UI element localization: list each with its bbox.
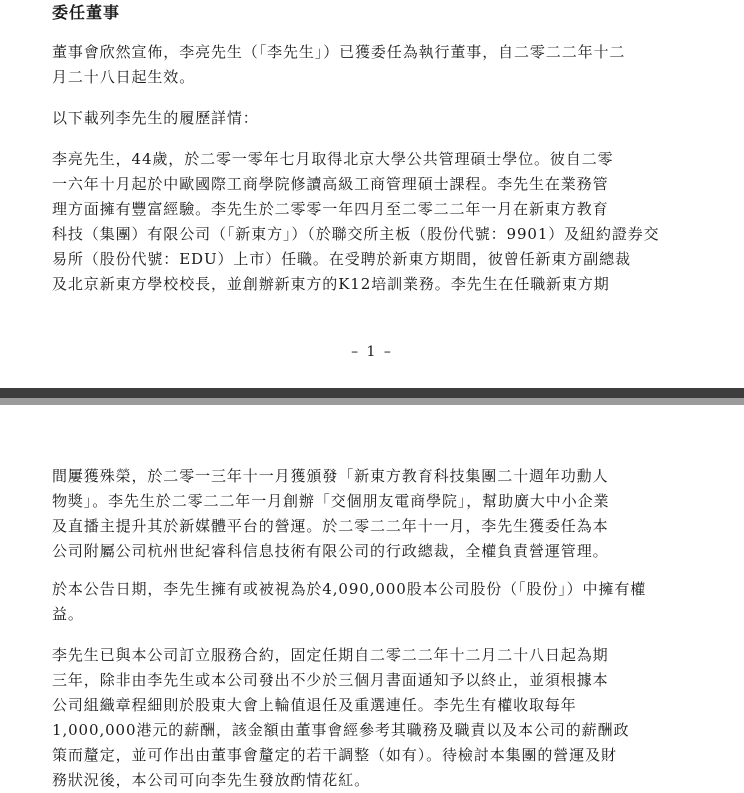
biography-continued-paragraph: 間屢獲殊榮，於二零一三年十一月獲頒發「新東方教育科技集團二十週年功勳人 物獎」。李先生於二零二二年一月創辦「交個朋友電商學院」，幫助廣大中小企業 及直播主提升其於新媒體平台的營運。於二零二二年十一月，李先生獲委任為本 公司附屬公司杭州世紀睿科信息技術有限公司的行政總裁，全權負責營運管理。	[52, 467, 610, 560]
document-page-1	[0, 0, 744, 388]
announcement-paragraph: 董事會欣然宣佈，李亮先生（「李先生」）已獲委任為執行董事，自二零二二年十二 月二十八日起生效。	[52, 43, 626, 86]
service-contract-paragraph: 李先生已與本公司訂立服務合約，固定任期自二零二二年十二月二十八日起為期 三年，除非由李先生或本公司發出不少於三個月書面通知予以終止，並須根據本 公司組織章程細則於股東大會上輪值退任及重選連任。李先生有權收取每年 1,000,000港元的薪酬，該金額由董事會經參考其職務及職責以及本公司的薪酬政 策而釐定，並可作出由董事會釐定的若干調整（如有）。待檢討本集團的營運及財 務狀況後，本公司可向李先生發放酌情花紅。	[52, 646, 630, 789]
page-separator	[0, 388, 744, 405]
shareholding-paragraph: 於本公告日期，李先生擁有或被視為於4,090,000股本公司股份（「股份」）中擁有權 益。	[52, 580, 647, 623]
biography-paragraph: 李亮先生，44歲，於二零一零年七月取得北京大學公共管理碩士學位。彼自二零 一六年十月起於中歐國際工商學院修讀高級工商管理碩士課程。李先生在業務管 理方面擁有豐富經驗。李先生於二零零一年四月至二零二二年一月在新東方教育 科技（集團）有限公司（「新東方」）（於聯交所主板（股份代號：9901）及紐約證券交 易所（股份代號：EDU）上市）任職。在受聘於新東方期間，彼曾任新東方副總裁 及北京新東方學校校長，並創辦新東方的K12培訓業務。李先生在任職新東方期	[52, 150, 660, 293]
section-heading: 委任董事	[52, 3, 121, 22]
document-page-2	[0, 405, 744, 789]
biography-intro-paragraph: 以下載列李先生的履歷詳情：	[52, 109, 259, 127]
page-number: – 1 –	[351, 344, 393, 360]
